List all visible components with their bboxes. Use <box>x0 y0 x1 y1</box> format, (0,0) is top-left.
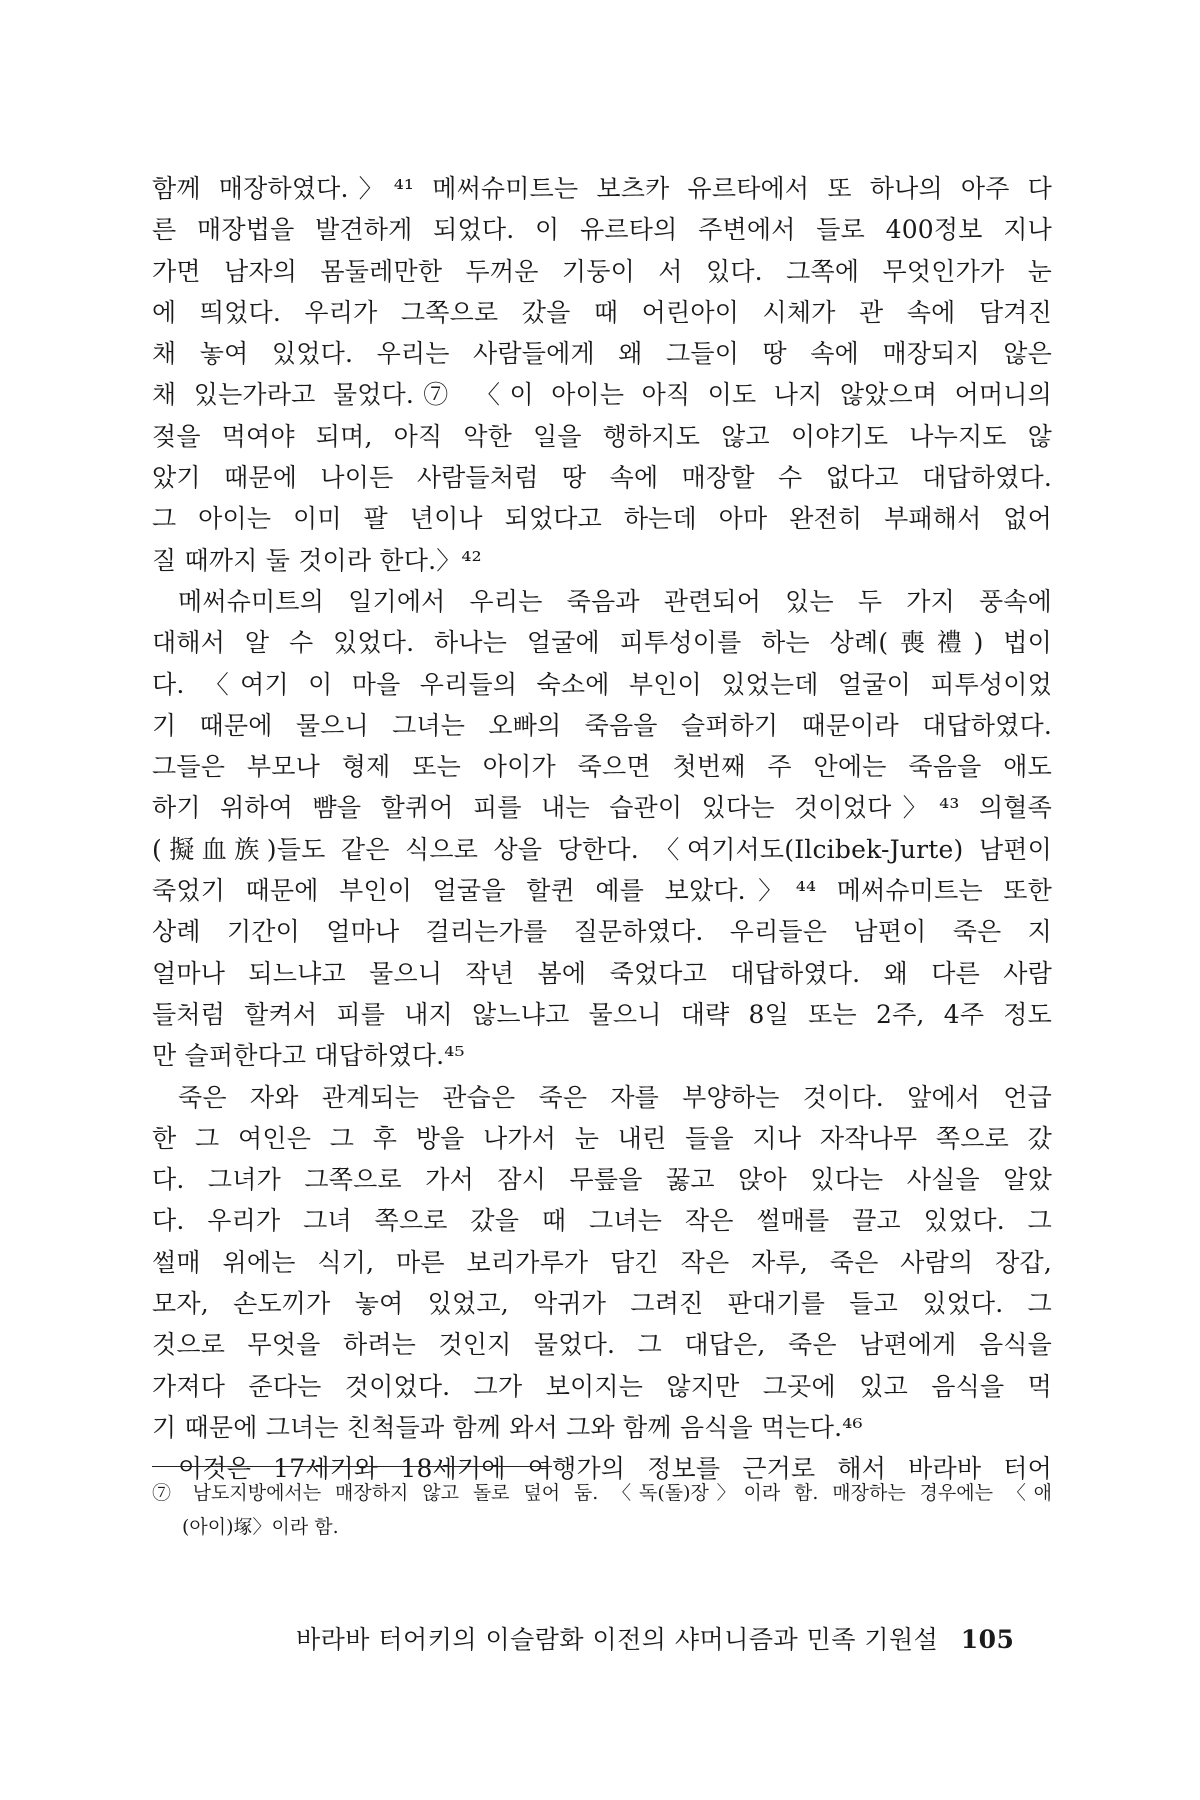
text-line: 기 때문에 물으니 그녀는 오빠의 죽음을 슬퍼하기 때문이라 대답하였다. <box>152 710 1052 740</box>
text-line: 다. 〈여기 이 마을 우리들의 숙소에 부인이 있었는데 얼굴이 피투성이었 <box>152 669 1052 699</box>
text-line: 것으로 무엇을 하려는 것인지 물었다. 그 대답은, 죽은 남편에게 음식을 <box>152 1330 1052 1360</box>
text-line: 죽었기 때문에 부인이 얼굴을 할퀸 예를 보았다.〉⁴⁴ 메써슈미트는 또한 <box>152 876 1052 906</box>
text-line: 았기 때문에 나이든 사람들처럼 땅 속에 매장할 수 없다고 대답하였다. <box>152 463 1052 493</box>
text-line: 들처럼 할켜서 피를 내지 않느냐고 물으니 대략 8일 또는 2주, 4주 정도 <box>152 999 1052 1029</box>
running-title: 바라바 터어키의 이슬람화 이전의 샤머니즘과 민족 기원설 <box>296 1625 939 1654</box>
paragraph-first-line: 이것은 17세기와 18세기에 여행가의 정보를 근거로 해서 바라바 터어 <box>178 1454 1052 1484</box>
text-line: 젖을 먹여야 되며, 아직 악한 일을 행하지도 않고 이야기도 나누지도 않 <box>152 421 1052 451</box>
text-line: 가면 남자의 몸둘레만한 두꺼운 기둥이 서 있다. 그쪽에 무엇인가가 눈 <box>152 256 1052 286</box>
paragraph-first-line: 죽은 자와 관계되는 관습은 죽은 자를 부양하는 것이다. 앞에서 언급 <box>178 1082 1052 1112</box>
text-line: 질 때까지 둘 것이라 한다.〉⁴² <box>152 545 482 575</box>
text-line: 채 있는가라고 물었다.⑦ 〈이 아이는 아직 이도 나지 않았으며 어머니의 <box>152 380 1052 410</box>
footnote-separator-rule <box>152 1466 552 1467</box>
running-footer <box>296 1620 1056 1660</box>
body-text <box>152 168 1052 1490</box>
text-line: 기 때문에 그녀는 친척들과 함께 와서 그와 함께 음식을 먹는다.⁴⁶ <box>152 1412 863 1442</box>
text-line: 함께 매장하였다.〉⁴¹ 메써슈미트는 보츠카 유르타에서 또 하나의 아주 다 <box>152 174 1052 203</box>
text-line: 한 그 여인은 그 후 방을 나가서 눈 내린 들을 지나 자작나무 쪽으로 갔 <box>152 1123 1052 1153</box>
text-line: 가져다 준다는 것이었다. 그가 보이지는 않지만 그곳에 있고 음식을 먹 <box>152 1371 1052 1401</box>
text-line: 그들은 부모나 형제 또는 아이가 죽으면 첫번째 주 안에는 죽음을 애도 <box>152 752 1052 782</box>
text-line: 만 슬퍼한다고 대답하였다.⁴⁵ <box>152 1041 465 1071</box>
text-line: 그 아이는 이미 팔 년이나 되었다고 하는데 아마 완전히 부패해서 없어 <box>152 504 1052 534</box>
text-line: 에 띄었다. 우리가 그쪽으로 갔을 때 어린아이 시체가 관 속에 담겨진 <box>152 297 1052 327</box>
text-line: 다. 그녀가 그쪽으로 가서 잠시 무릎을 꿇고 앉아 있다는 사실을 알았 <box>152 1165 1052 1195</box>
text-line: 얼마나 되느냐고 물으니 작년 봄에 죽었다고 대답하였다. 왜 다른 사람 <box>152 958 1052 988</box>
text-line: 대해서 알 수 있었다. 하나는 얼굴에 피투성이를 하는 상례(喪禮) 법이 <box>152 628 1052 658</box>
footnote-line: (아이)塚〉이라 함. <box>182 1516 339 1538</box>
text-line: 모자, 손도끼가 놓여 있었고, 악귀가 그려진 판대기를 들고 있었다. 그 <box>152 1289 1052 1319</box>
page-number: 105 <box>960 1625 1015 1654</box>
text-line: 른 매장법을 발견하게 되었다. 이 유르타의 주변에서 들로 400정보 지나 <box>152 215 1052 245</box>
text-line: 하기 위하여 뺨을 할퀴어 피를 내는 습관이 있다는 것이었다〉⁴³ 의혈족 <box>152 793 1052 823</box>
text-line: 다. 우리가 그녀 쪽으로 갔을 때 그녀는 작은 썰매를 끌고 있었다. 그 <box>152 1206 1052 1236</box>
text-line: (擬血族)들도 같은 식으로 상을 당한다. 〈여기서도(Ilcibek-Jurte) 남편이 <box>152 834 1052 864</box>
text-line: 썰매 위에는 식기, 마른 보리가루가 담긴 작은 자루, 죽은 사람의 장갑, <box>152 1247 1052 1277</box>
paragraph-first-line: 메써슈미트의 일기에서 우리는 죽음과 관련되어 있는 두 가지 풍속에 <box>178 586 1052 616</box>
text-line: 채 놓여 있었다. 우리는 사람들에게 왜 그들이 땅 속에 매장되지 않은 <box>152 339 1052 369</box>
footnote-line: ⑦ 남도지방에서는 매장하지 않고 돌로 덮어 둠. 〈독(돌)장〉이라 함. 매장하는 경우에는 〈애 <box>152 1482 1052 1504</box>
text-line: 상례 기간이 얼마나 걸리는가를 질문하였다. 우리들은 남편이 죽은 지 <box>152 917 1052 947</box>
footnote <box>152 1476 1052 1544</box>
